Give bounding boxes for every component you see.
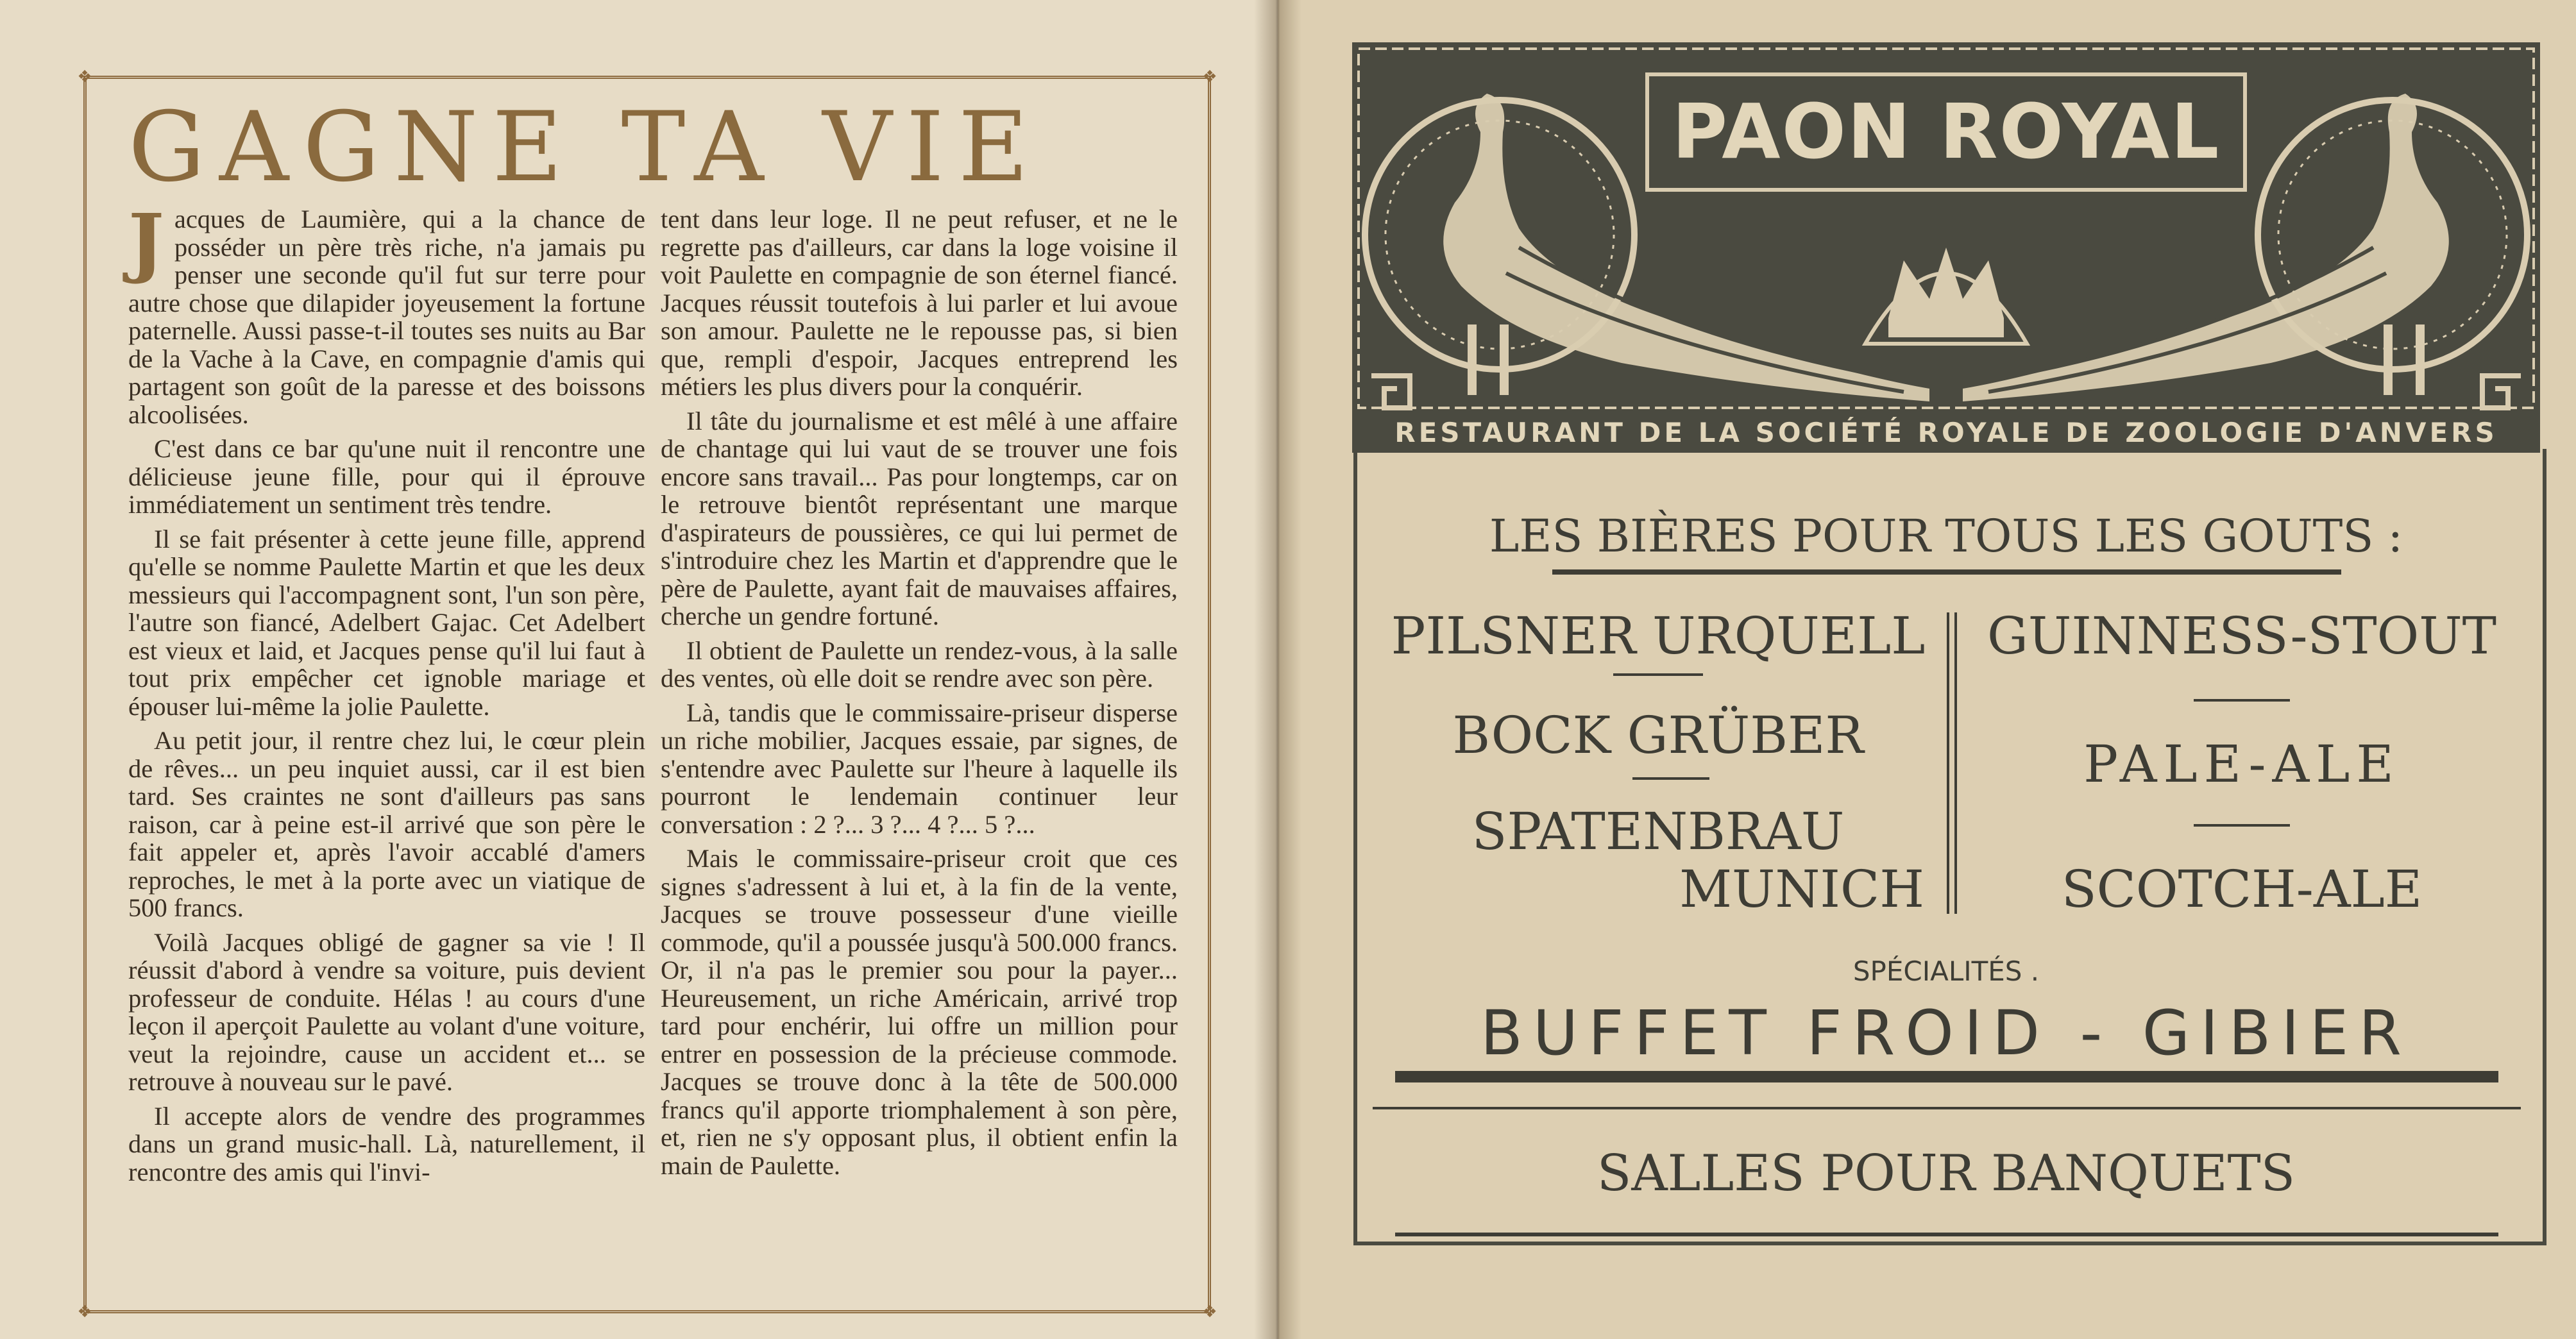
paragraph: C'est dans ce bar qu'une nuit il rencontre une délicieuse jeune fille, pour qui il éprouve immédiatement un sentiment très tendre. [128,434,645,519]
brand-subtitle: RESTAURANT DE LA SOCIÉTÉ ROYALE DE ZOOLOGIE D'ANVERS [1394,417,2498,448]
ad-header-woodcut [1352,42,2540,453]
specialites-label: SPÉCIALITÉS . [1852,956,2040,987]
text-column-2 [661,205,1178,1186]
divider-rule [1613,673,1703,676]
text-column-1 [128,197,645,1192]
paragraph: Mais le commissaire-priseur croit que ces signes s'adressent à lui et, à la fin de la vente, Jacques se trouve possesseur d'une vieille commode, qu'il a poussée jusqu'à 500.000 francs. Or, il n'a pas le premier sou pour la payer... Heureusement, un riche Américain, arrivé trop tard pour enchérir, lui offre un million pour entrer en possession de la précieuse commode. Jacques se trouve donc à la tête de 500.000 francs qu'il apporte triomphalement à son père, et, rien ne s'y opposant plus, il obtient enfin la main de Paulette. [661,844,1178,1180]
book-gutter [1254,0,1301,1339]
paragraph: Au petit jour, il rentre chez lui, le cœur plein de rêves... un peu inquiet aussi, car il est bien tard. Ses craintes ne sont d'ailleurs pas sans raison, car à peine est-il arrivé que son père le fait appeler et, après l'avoir accablé d'amers reproches, le met à la porte avec un viatique de 500 francs. [128,726,645,922]
bottom-rule [1395,1233,2498,1236]
article-title: GAGNE TA VIE [128,92,1043,203]
paragraph: Il se fait présenter à cette jeune fille, apprend qu'elle se nomme Paulette Martin et que les deux messieurs qui l'accompagnent sont, l'un son père, l'autre son fiancé, Adelbert Gajac. Cet Adelbert est vieux et laid, et Jacques pense qu'il lui faut à tout prix empêcher cet ignoble mariage et épouser lui-même la jolie Paulette. [128,524,645,721]
heavy-rule [1395,1071,2498,1082]
column-divider [1947,612,1949,914]
paragraph: Voilà Jacques obligé de gagner sa vie ! Il réussit d'abord à vendre sa voiture, puis devient professeur de conduite. Hélas ! au cours d'une leçon il aperçoit Paulette au volant d'une voiture, veut la rejoindre, cause un accident et... se retrouve à nouveau sur le pavé. [128,927,645,1096]
thin-rule [1373,1107,2521,1109]
specialites-text: BUFFET FROID - GIBIER [1480,997,2412,1069]
paragraph: tent dans leur loge. Il ne peut refuser, et ne le regrette pas d'ailleurs, car dans la loge voisine il voit Paulette en compagnie de son éternel fiancé. Jacques réussit toutefois à lui parler et lui avoue son amour. Paulette ne le repousse pas, si bien que, rempli d'espoir, Jacques entreprend les métiers les plus divers pour la conquérir. [661,205,1178,401]
column-divider [1954,612,1957,914]
frame-corner-ornament: ❖ [77,67,92,87]
frame-corner-ornament: ❖ [77,1302,92,1322]
paragraph: Jacques de Laumière, qui a la chance de posséder un père très riche, n'a jamais pu penser une seconde qu'il fut sur terre pour autre chose que dilapider joyeusement la fortune paternelle. Aussi passe-t-il toutes ses nuits au Bar de la Vache à la Cave, en compagnie d'amis qui partagent son goût de la paresse et des boissons alcoolisées. [128,197,645,429]
paragraph: Il accepte alors de vendre des programmes dans un grand music-hall. Là, naturellement, il rencontre des amis qui l'invi- [128,1101,645,1186]
beer-munich: MUNICH [1679,859,1924,919]
salles-pour-banquets: SALLES POUR BANQUETS [1597,1145,2296,1202]
divider-rule [2194,699,2290,702]
beers-heading: LES BIÈRES POUR TOUS LES GOUTS : [1489,510,2403,562]
frame-corner-ornament: ❖ [1202,1302,1217,1322]
beer-bock: BOCK GRÜBER [1452,705,1864,765]
paragraph: Il obtient de Paulette un rendez-vous, à la salle des ventes, où elle doit se rendre avec son père. [661,636,1178,693]
beer-scotch-ale: SCOTCH-ALE [2061,859,2423,919]
beer-guinness: GUINNESS-STOUT [1987,606,2497,666]
paragraph: Là, tandis que le commissaire-priseur disperse un riche mobilier, Jacques essaie, par signes, de s'entendre avec Paulette sur l'heure à laquelle ils pourront le lendemain continuer leur conversation : 2 ?... 3 ?... 4 ?... 5 ?... [661,698,1178,839]
frame-corner-ornament: ❖ [1202,67,1217,87]
beer-pilsner: PILSNER URQUELL [1391,606,1926,666]
divider-rule [1632,777,1709,780]
paragraph: Il tâte du journalisme et est mêlé à une affaire de chantage qui lui vaut de se trouver une fois encore sans travail... Pas pour longtemps, car on le retrouve bientôt représentant une marque d'aspirateurs de poussières, ce qui lui permet de s'introduire chez les Martin et d'apprendre que le père de Paulette, ayant fait de mauvaises affaires, cherche un gendre fortuné. [661,406,1178,630]
divider-rule [2194,824,2290,827]
brand-name: PAON ROYAL [1672,87,2221,176]
beer-spatenbrau: SPATENBRAU [1471,802,1845,861]
beer-pale-ale: PALE-ALE [2083,734,2400,794]
drop-cap: J [128,197,164,286]
heading-underline [1552,569,2341,575]
